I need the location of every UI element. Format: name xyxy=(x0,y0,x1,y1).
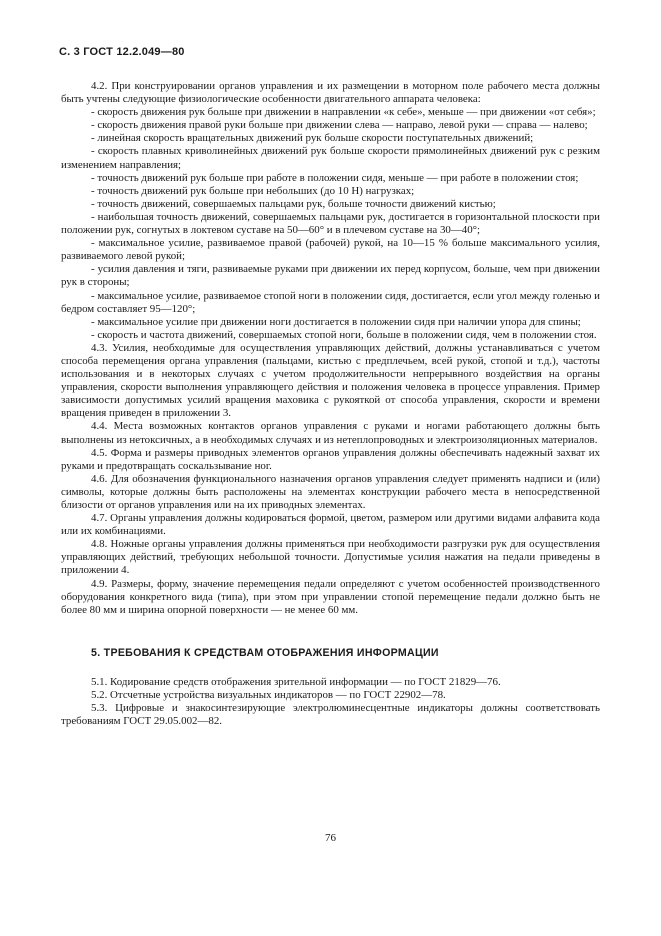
page-number: 76 xyxy=(325,832,336,844)
clause-4-9: 4.9. Размеры, форму, значение перемещения педали определяют с учетом особенностей производственного оборудования конкретного вида (типа), при этом при управлении стопой перемещение педали должно быть не более 80 мм и ширина опорной поверхности — не менее 60 мм. xyxy=(61,577,600,616)
clause-5-1: 5.1. Кодирование средств отображения зрительной информации — по ГОСТ 21829—76. xyxy=(91,675,501,688)
list-item: - максимальное усилие, развиваемое стопой ноги в положении сидя, достигается, если угол между голенью и бедром составляет 95—120°; xyxy=(61,289,600,315)
running-head: С. 3 ГОСТ 12.2.049—80 xyxy=(59,46,185,58)
clause-4-5: 4.5. Форма и размеры приводных элементов органов управления должны обеспечивать надежный захват их руками и предотвращать соскальзывание ног. xyxy=(61,446,600,472)
list-item: - точность движений рук больше при небольших (до 10 Н) нагрузках; xyxy=(91,184,415,197)
clause-4-2: 4.2. При конструировании органов управления и их размещении в моторном поле рабочего места должны быть учтены следующие физиологические особенности двигательного аппарата человека: xyxy=(61,80,600,106)
clause-4-4: 4.4. Места возможных контактов органов управления с руками и ногами работающего должны быть выполнены из нетоксичных, а в необходимых случаях и из нетеплопроводных и электроизоляционных материалов. xyxy=(61,420,600,446)
section-heading: 5. ТРЕБОВАНИЯ К СРЕДСТВАМ ОТОБРАЖЕНИЯ ИНФОРМАЦИИ xyxy=(91,646,439,659)
clause-4-7: 4.7. Органы управления должны кодироваться формой, цветом, размером или другими видами алфавита кода или их комбинациями. xyxy=(61,512,600,538)
list-item: - максимальное усилие при движении ноги достигается в положении сидя при наличии упора для спины; xyxy=(91,315,581,328)
list-item: - скорость плавных криволинейных движений рук больше скорости прямолинейных движений рук с резким изменением направления; xyxy=(61,145,600,171)
list-item: - скорость и частота движений, совершаемых стопой ноги, больше в положении сидя, чем в положении стоя. xyxy=(91,328,597,341)
clause-5-2: 5.2. Отсчетные устройства визуальных индикаторов — по ГОСТ 22902—78. xyxy=(91,689,446,702)
list-item: - максимальное усилие, развиваемое правой (рабочей) рукой, на 10—15 % больше максимального усилия, развиваемого левой рукой; xyxy=(61,237,600,263)
list-item: - усилия давления и тяги, развиваемые руками при движении их перед корпусом, больше, чем при движении рук в стороны; xyxy=(61,263,600,289)
list-item: - наибольшая точность движений, совершаемых пальцами рук, достигается в горизонтальной плоскости при положении рук, согнутых в локтевом суставе на 50—60° и в плечевом суставе на 30—40°; xyxy=(61,210,600,237)
list-item: - скорость движения правой руки больше при движении слева — направо, левой руки — справа — налево; xyxy=(91,119,588,132)
list-item: - скорость движения рук больше при движении в направлении «к себе», меньше — при движении «от себя»; xyxy=(91,106,596,119)
list-item: - линейная скорость вращательных движений рук больше скорости поступательных движений; xyxy=(91,132,534,145)
list-item: - точность движений рук больше при работе в положении сидя, меньше — при работе в положении стоя; xyxy=(91,171,579,184)
clause-5-3: 5.3. Цифровые и знакосинтезирующие электролюминесцентные индикаторы должны соответствовать требованиям ГОСТ 29.05.002—82. xyxy=(61,702,600,728)
clause-4-8: 4.8. Ножные органы управления должны применяться при необходимости разгрузки рук для осуществления управляющих действий, требующих небольшой точности. Допустимые усилия нажатия на педали приведены в приложении 4. xyxy=(61,538,600,577)
document-body xyxy=(61,80,600,728)
clause-4-6: 4.6. Для обозначения функционального назначения органов управления следует применять надписи и (или) символы, которые должны быть расположены на элементах конструкции рабочего места в непосредственной близости от органов управления или на их приводных элементах. xyxy=(61,472,600,511)
clause-4-3: 4.3. Усилия, необходимые для осуществления управляющих действий, должны устанавливаться с учетом способа перемещения органа управления (пальцами, кистью с предплечьем, всей рукой, стопой и т.д.), частоты использования и в некоторых случаях с учетом продолжительности непрерывного воздействия на органы управления, скорости выполнения управляющего действия и положения человека в процессе управления. Пример зависимости допустимых усилий вращения маховика с рукояткой от способа управления, скорости и времени вращения приведен в приложении 3. xyxy=(61,341,600,420)
list-item: - точность движений, совершаемых пальцами рук, больше точности движений кистью; xyxy=(91,197,496,210)
